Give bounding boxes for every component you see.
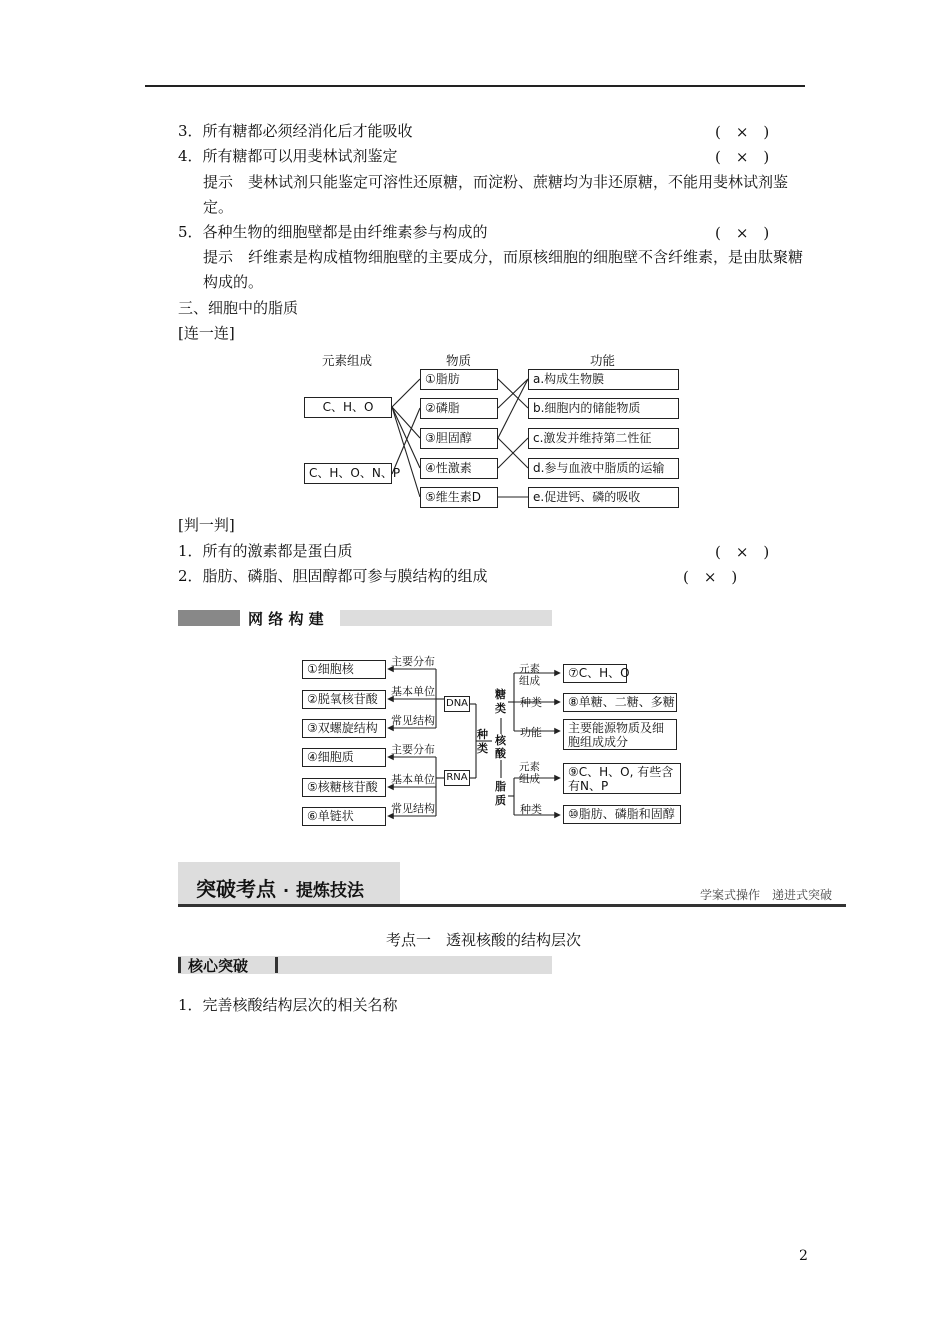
net-left-cytoplasm: ④细胞质 [302,748,386,767]
item-5-mark: ( × ) [715,224,770,242]
substance-vitamin-d: ⑤维生素D [420,487,498,508]
page-number: 2 [799,1248,808,1264]
hexin-bar-left [178,957,181,973]
net-right-cho: ⑦C、H、O [563,664,627,683]
net-left-ribonucleotide: ⑤核糖核苷酸 [302,778,386,797]
net-right-function: 主要能源物质及细胞组成成分 [563,719,677,750]
function-a: a.构成生物膜 [528,369,679,390]
header-substances: 物质 [446,353,472,368]
net-rna-box: RNA [444,770,470,786]
net-center-nucleic: 核酸 [495,734,506,760]
hexin-bar-right [275,957,278,973]
breakthrough-sub: 提炼技法 [296,881,365,901]
breakthrough-title [196,873,364,902]
net-label-structure-dna: 常见结构 [391,714,435,727]
breakthrough-right: 学案式操作 递进式突破 [700,888,833,902]
header-functions: 功能 [590,353,616,368]
lianyilian-label: [连一连] [178,324,235,342]
hint-4: 提示 斐林试剂只能鉴定可溶性还原糖，而淀粉、蔗糖均为非还原糖，不能用斐林试剂鉴定。 [203,173,789,216]
net-left-deoxynucleotide: ②脱氧核苷酸 [302,690,386,709]
element-box-cho: C、H、O [304,397,392,418]
function-d: d.参与血液中脂质的运输 [528,458,679,479]
item-3: 3．所有糖都必须经消化后才能吸收 [178,122,413,140]
hint-5: 提示 纤维素是构成植物细胞壁的主要成分，而原核细胞的细胞壁不含纤维素，是由肽聚糖构成的。 [203,248,804,291]
item-3-mark: ( × ) [715,123,770,141]
net-left-double-helix: ③双螺旋结构 [302,719,386,738]
item-4-mark: ( × ) [715,148,770,166]
net-center-lipid: 脂质 [495,780,506,807]
net-right-sugars: ⑧单糖、二糖、多糖 [563,693,677,712]
net-center-sugar: 糖类 [495,688,506,715]
function-c: c.激发并维持第二性征 [528,428,679,449]
net-label-structure-rna: 常见结构 [391,802,435,815]
breakthrough-main: 突破考点 [196,877,276,901]
item-1-bottom: 1．完善核酸结构层次的相关名称 [178,996,398,1014]
net-left-nucleus: ①细胞核 [302,660,386,679]
substance-cholesterol: ③胆固醇 [420,428,498,449]
net-right-label-type-lipid: 种类 [520,803,542,816]
net-right-label-elem-lipid: 元素组成 [519,761,540,785]
judge-2-mark: ( × ) [683,568,738,586]
network-title: 网 络 构 建 [248,610,324,628]
judge-2: 2．脂肪、磷脂、胆固醇都可参与膜结构的组成 [178,567,488,585]
substance-sex-hormone: ④性激素 [420,458,498,479]
net-right-label-type-sugar: 种类 [520,696,542,709]
substance-fat: ①脂肪 [420,369,498,390]
net-right-chonp: ⑨C、H、O, 有些含有N、P [563,763,681,794]
net-right-lipids: ⑩脂肪、磷脂和固醇 [563,805,681,824]
net-zhonglei-left: 种类 [477,728,488,755]
function-e: e.促进钙、磷的吸收 [528,487,679,508]
header-elements: 元素组成 [322,353,373,368]
net-label-distribution-rna: 主要分布 [391,743,435,756]
section-3-title: 三、细胞中的脂质 [178,299,299,317]
net-left-single-strand: ⑥单链状 [302,807,386,826]
judge-1-mark: ( × ) [715,543,770,561]
net-label-distribution-dna: 主要分布 [391,655,435,668]
net-right-label-elem-sugar: 元素组成 [519,663,540,687]
panyipan-label: [判一判] [178,516,235,534]
element-box-chonp: C、H、O、N、P [304,463,392,484]
hexin-title: 核心突破 [188,957,249,975]
net-label-unit-dna: 基本单位 [391,685,435,698]
item-4: 4．所有糖都可以用斐林试剂鉴定 [178,147,398,165]
function-b: b.细胞内的储能物质 [528,398,679,419]
item-5: 5．各种生物的细胞壁都是由纤维素参与构成的 [178,223,488,241]
net-label-unit-rna: 基本单位 [391,773,435,786]
net-dna-box: DNA [444,696,470,712]
breakthrough-dot: · [282,881,290,900]
kaodian-title: 考点一 透视核酸的结构层次 [386,931,582,949]
judge-1: 1．所有的激素都是蛋白质 [178,542,353,560]
net-right-label-function: 功能 [520,726,542,739]
breakthrough-rule [178,904,846,907]
substance-phospholipid: ②磷脂 [420,398,498,419]
